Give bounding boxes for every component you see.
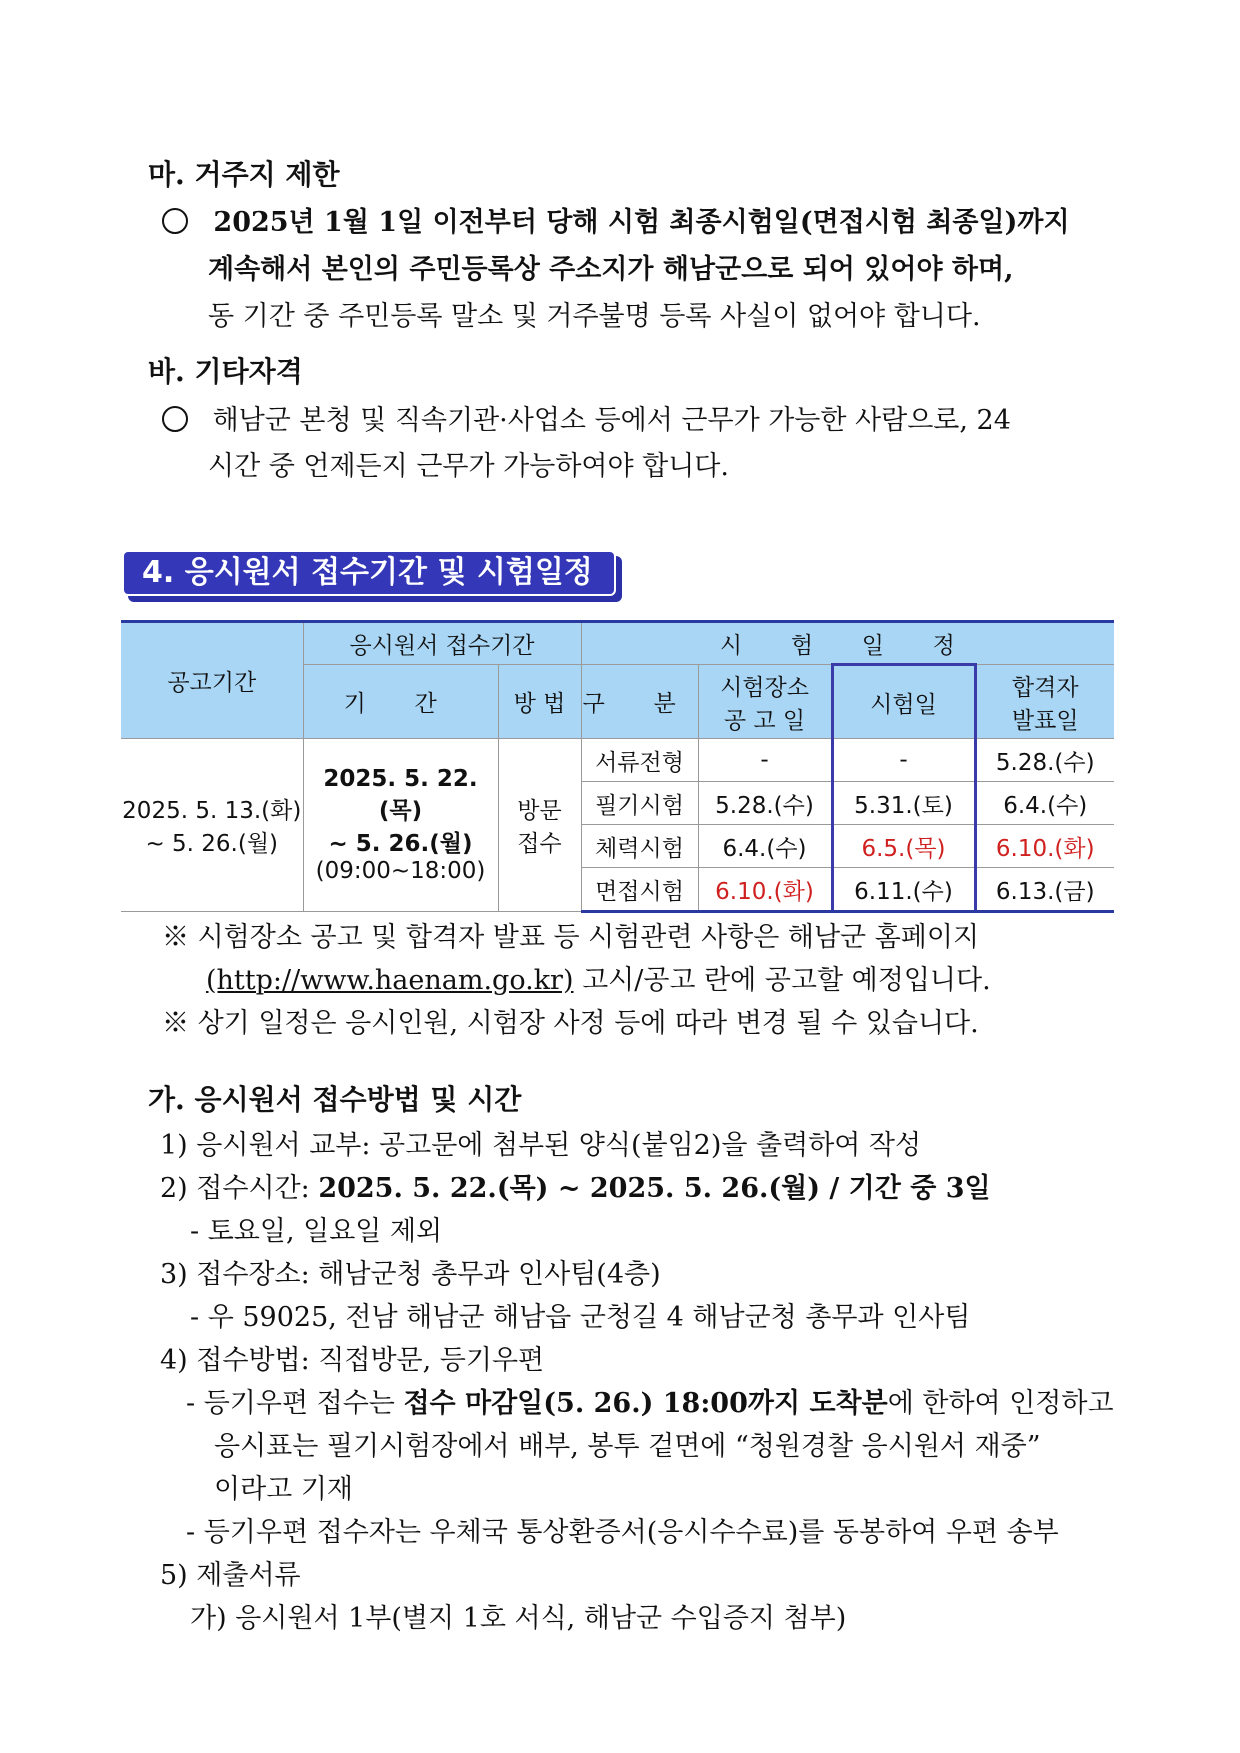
method-item-4-sub-1-line-2: 응시표는 필기시험장에서 배부, 봉투 겉면에 “청원경찰 응시원서 재중”	[214, 1431, 1041, 1462]
section-title: 4. 응시원서 접수기간 및 시험일정	[122, 550, 616, 596]
header-venue-notice: 시험장소 공 고 일	[698, 665, 832, 739]
residence-heading: 마. 거주지 제한	[148, 158, 340, 191]
method-cell: 방문 접수	[498, 739, 581, 912]
result-date-cell: 6.13.(금)	[975, 868, 1114, 912]
method-item-4-sub-1: - 등기우편 접수는 접수 마감일(5. 26.) 18:00까지 도착분에 한하여 인정하고	[186, 1388, 1114, 1419]
method-item-5-sub: 가) 응시원서 1부(별지 1호 서식, 해남군 수입증지 첨부)	[190, 1603, 847, 1634]
header-notice-period: 공고기간	[121, 622, 303, 739]
residence-line-2: 계속해서 본인의 주민등록상 주소지가 해남군으로 되어 있어야 하며,	[208, 254, 1014, 285]
category-cell: 필기시험	[581, 782, 698, 825]
method-item-5: 5) 제출서류	[160, 1560, 301, 1591]
method-item-2: 2) 접수시간: 2025. 5. 22.(목) ~ 2025. 5. 26.(월) / 기간 중 3일	[160, 1173, 991, 1204]
circle-bullet-icon	[162, 406, 188, 432]
header-period: 기 간	[303, 665, 498, 739]
venue-notice-cell: 6.4.(수)	[698, 825, 832, 868]
note-2: ※ 상기 일정은 응시인원, 시험장 사정 등에 따라 변경 될 수 있습니다.	[162, 1008, 979, 1039]
other-item	[162, 398, 1011, 437]
exam-date-cell: 6.11.(수)	[832, 868, 975, 912]
venue-notice-cell: 5.28.(수)	[698, 782, 832, 825]
venue-notice-cell: 6.10.(화)	[698, 868, 832, 912]
deadline-bold: 접수 마감일(5. 26.) 18:00까지 도착분	[403, 1388, 888, 1419]
other-line-1: 해남군 본청 및 직속기관·사업소 등에서 근무가 가능한 사람으로, 24	[212, 405, 1011, 436]
method-item-3: 3) 접수장소: 해남군청 총무과 인사팀(4층)	[160, 1259, 661, 1290]
other-heading: 바. 기타자격	[148, 355, 303, 388]
note-1-rest: 고시/공고 란에 공고할 예정입니다.	[573, 965, 991, 996]
residence-item	[162, 200, 1112, 239]
residence-line-3: 동 기간 중 주민등록 말소 및 거주불명 등록 사실이 없어야 합니다.	[208, 301, 981, 332]
note-1-line-1: ※ 시험장소 공고 및 합격자 발표 등 시험관련 사항은 해남군 홈페이지	[162, 922, 980, 953]
section-title-tab	[122, 550, 622, 598]
result-date-cell: 6.4.(수)	[975, 782, 1114, 825]
exam-schedule-table	[121, 620, 1114, 913]
category-cell: 체력시험	[581, 825, 698, 868]
header-category: 구 분	[581, 665, 698, 739]
method-item-2-sub: - 토요일, 일요일 제외	[190, 1216, 443, 1247]
method-item-4-sub-2: - 등기우편 접수자는 우체국 통상환증서(응시수수료)를 동봉하여 우편 송부	[186, 1517, 1059, 1548]
method-item-4: 4) 접수방법: 직접방문, 등기우편	[160, 1345, 545, 1376]
method-item-3-sub: - 우 59025, 전남 해남군 해남읍 군청길 4 해남군청 총무과 인사팀	[190, 1302, 971, 1333]
homepage-link[interactable]: (http://www.haenam.go.kr)	[206, 965, 574, 996]
header-exam-date: 시험일	[832, 665, 975, 739]
exam-date-cell: 6.5.(목)	[832, 825, 975, 868]
residence-line-1: 2025년 1월 1일 이전부터 당해 시험 최종시험일(면접시험 최종일)까지	[213, 207, 1070, 238]
other-line-2: 시간 중 언제든지 근무가 가능하여야 합니다.	[208, 451, 729, 482]
header-application-period: 응시원서 접수기간	[303, 622, 581, 665]
result-date-cell: 5.28.(수)	[975, 739, 1114, 782]
method-item-1: 1) 응시원서 교부: 공고문에 첨부된 양식(붙임2)을 출력하여 작성	[160, 1130, 922, 1161]
note-1-line-2	[206, 958, 991, 997]
category-cell: 서류전형	[581, 739, 698, 782]
venue-notice-cell: -	[698, 739, 832, 782]
method-item-4-sub-1-line-3: 이라고 기재	[214, 1474, 353, 1505]
application-period-cell: 2025. 5. 22.(목) ~ 5. 26.(월) (09:00~18:00)	[303, 739, 498, 912]
exam-date-cell: -	[832, 739, 975, 782]
circle-bullet-icon	[162, 208, 188, 234]
header-result-date: 합격자 발표일	[975, 665, 1114, 739]
header-exam-schedule: 시 험 일 정	[581, 622, 1114, 665]
exam-date-cell: 5.31.(토)	[832, 782, 975, 825]
reception-period-bold: 2025. 5. 22.(목) ~ 2025. 5. 26.(월) / 기간 중 3일	[318, 1173, 991, 1204]
result-date-cell: 6.10.(화)	[975, 825, 1114, 868]
category-cell: 면접시험	[581, 868, 698, 912]
header-method: 방 법	[498, 665, 581, 739]
method-heading: 가. 응시원서 접수방법 및 시간	[148, 1083, 522, 1116]
notice-period-cell: 2025. 5. 13.(화) ~ 5. 26.(월)	[121, 739, 303, 912]
